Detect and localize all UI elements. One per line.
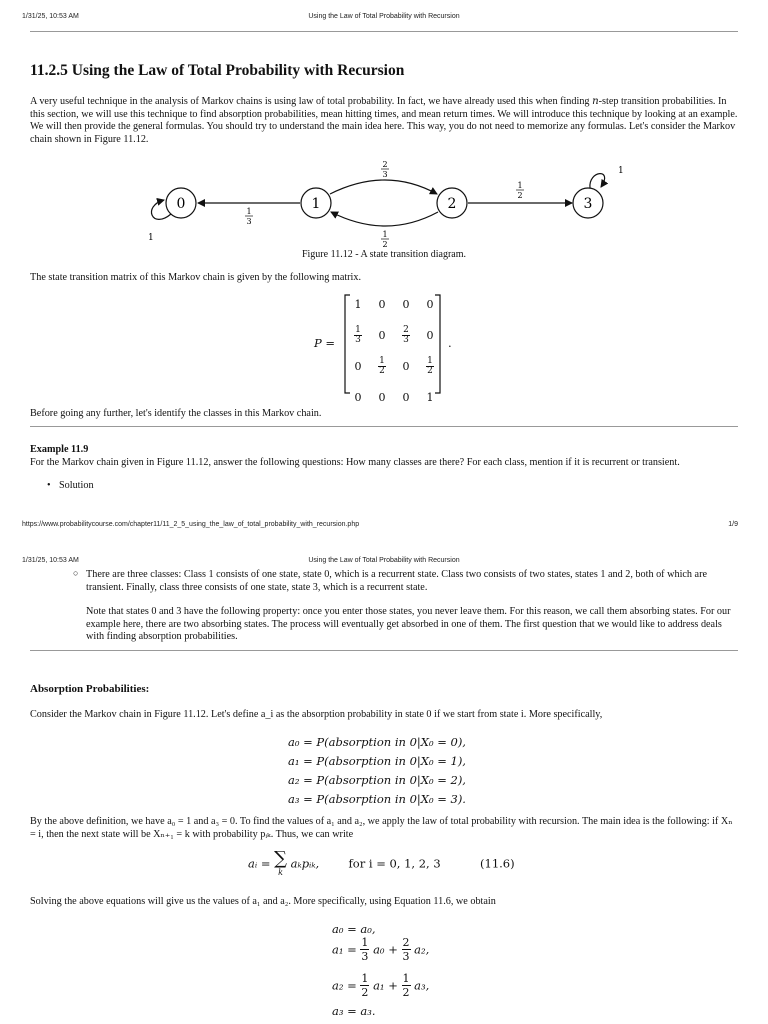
eq-number: (11.6) bbox=[480, 856, 515, 871]
solve-paragraph: Solving the above equations will give us the values of a₁ and a₂. More specifically, using Equation 11.6, we obtain bbox=[30, 896, 496, 907]
state-2-node bbox=[437, 188, 467, 218]
a1-frac-2 bbox=[402, 936, 411, 963]
frac-num: 1 bbox=[361, 972, 369, 985]
solution-paragraph-2: Note that states 0 and 3 have the following property: once you enter those states, you never leave them. For this reason, we call them absorbing states. For our example here, there are two absorbing states. The process will eventually get absorbed in one of them. The first question that we would like to address deals with finding absorption probabilities. bbox=[86, 606, 731, 643]
sys-eq-a3: a₃ = a₃. bbox=[332, 1004, 376, 1018]
matrix-period: . bbox=[448, 336, 452, 350]
def-a2: a₂ = P(absorption in 0|X₀ = 2), bbox=[288, 773, 466, 787]
matrix-cell: 1 bbox=[354, 298, 362, 311]
state-3-node bbox=[573, 188, 603, 218]
matrix-cell: 0 bbox=[402, 391, 410, 404]
matrix-cell: 0 bbox=[354, 360, 362, 373]
matrix-cell: 0 bbox=[426, 329, 434, 342]
header-title: Using the Law of Total Probability with Recursion bbox=[308, 557, 460, 564]
label-2-to-1-num: 1 bbox=[382, 230, 388, 239]
matrix-cell: 0 bbox=[378, 329, 386, 342]
footer-page-number: 1/9 bbox=[728, 521, 738, 528]
figure-caption: Figure 11.12 - A state transition diagram. bbox=[301, 249, 467, 260]
transition-matrix bbox=[346, 289, 442, 413]
matrix-cell bbox=[394, 320, 418, 351]
a2-frac-1 bbox=[360, 972, 369, 999]
footer-url: https://www.probabilitycourse.com/chapter11/11_2_5_using_the_law_of_total_probability_with_recursion.php bbox=[22, 521, 360, 528]
solution-toggle[interactable]: Solution bbox=[59, 480, 94, 491]
matrix-cell: 0 bbox=[402, 360, 410, 373]
a2-lhs: a₂ = bbox=[332, 978, 361, 993]
intro-var-n: n bbox=[592, 96, 599, 107]
example-text: For the Markov chain given in Figure 11.12, answer the following questions: How many classes are there? For each class, mention if it is recurrent or transient. bbox=[30, 457, 680, 468]
page-title: 11.2.5 Using the Law of Total Probability with Recursion bbox=[30, 62, 405, 79]
label-1-to-0-den: 3 bbox=[246, 217, 252, 226]
matrix-cell: 0 bbox=[378, 298, 386, 311]
sum-index: k bbox=[278, 868, 283, 877]
section-rule bbox=[30, 650, 738, 651]
a1-frac-1 bbox=[360, 936, 369, 963]
edge-1-to-2 bbox=[330, 180, 437, 194]
frac-1-2: $\frac{1}{2}$ bbox=[427, 356, 433, 376]
matrix-cell: 0 bbox=[426, 298, 434, 311]
state-transition-diagram bbox=[140, 158, 640, 250]
absorption-intro: Consider the Markov chain in Figure 11.12. Let's define a_i as the absorption probability in state 0 if we start from state i. More specifically, bbox=[30, 709, 603, 720]
def-a3: a₃ = P(absorption in 0|X₀ = 3). bbox=[288, 792, 466, 806]
a1-lhs: a₁ = bbox=[332, 942, 361, 957]
a1-term-1: a₀ + bbox=[373, 942, 402, 957]
label-2-to-1-den: 2 bbox=[382, 240, 388, 249]
a1-term-2: a₂, bbox=[414, 942, 430, 957]
classes-intro: Before going any further, let's identify the classes in this Markov chain. bbox=[30, 408, 322, 419]
matrix-row bbox=[346, 351, 442, 382]
solution-bullet: • bbox=[47, 480, 51, 491]
matrix-cell: 0 bbox=[378, 391, 386, 404]
matrix-label: P = bbox=[314, 336, 336, 350]
state-0-label: 0 bbox=[176, 196, 186, 212]
intro-paragraph bbox=[30, 96, 738, 146]
frac-den: 3 bbox=[402, 950, 410, 963]
matrix-cell bbox=[370, 351, 394, 382]
eq-rhs: aₖpᵢₖ, bbox=[290, 856, 320, 871]
matrix-cell bbox=[346, 320, 370, 351]
state-2-label: 2 bbox=[447, 196, 457, 212]
state-1-node bbox=[301, 188, 331, 218]
absorption-heading: Absorption Probabilities: bbox=[30, 683, 150, 695]
frac-num: 1 bbox=[402, 972, 410, 985]
equation-11-6 bbox=[248, 850, 515, 886]
header-title: Using the Law of Total Probability with Recursion bbox=[308, 13, 460, 20]
label-2-to-3-den: 2 bbox=[517, 191, 523, 200]
frac-den: 2 bbox=[402, 986, 410, 999]
intro-text-a: A very useful technique in the analysis of Markov chains is using law of total probability. In fact, we have already used this when finding bbox=[30, 96, 593, 107]
eq-condition: for i = 0, 1, 2, 3 bbox=[348, 856, 441, 871]
section-rule bbox=[30, 426, 738, 427]
edge-2-to-1 bbox=[331, 212, 438, 226]
frac-den: 2 bbox=[361, 986, 369, 999]
def-a1: a₁ = P(absorption in 0|X₀ = 1), bbox=[288, 754, 466, 768]
matrix-cell: 0 bbox=[354, 391, 362, 404]
a2-frac-2 bbox=[402, 972, 411, 999]
header-rule bbox=[30, 31, 738, 32]
self-loop-3 bbox=[590, 174, 605, 188]
solution-paragraph-1: There are three classes: Class 1 consists of one state, state 0, which is a recurrent state. Class two consists of two states, states 1 and 2, both of which are transient. Finally, class three consists of one state, state 3, which is a recurrent state. bbox=[86, 569, 707, 593]
sys-eq-a0: a₀ = a₀, bbox=[332, 922, 376, 936]
label-2-to-3-num: 1 bbox=[517, 181, 523, 190]
sub-bullet: ○ bbox=[73, 568, 79, 578]
header-date: 1/31/25, 10:53 AM bbox=[22, 557, 79, 564]
loop-0-label: 1 bbox=[148, 233, 154, 243]
absorption-definitions bbox=[288, 733, 466, 809]
sys-eq-a1 bbox=[332, 936, 429, 970]
def-a0: a₀ = P(absorption in 0|X₀ = 0), bbox=[288, 735, 466, 749]
frac-1-3: $\frac{1}{3}$ bbox=[355, 325, 361, 345]
label-1-to-2-den: 3 bbox=[382, 170, 388, 179]
loop-3-label: 1 bbox=[618, 166, 624, 176]
frac-den: 3 bbox=[361, 950, 369, 963]
matrix-row bbox=[346, 320, 442, 351]
matrix-cell: 0 bbox=[402, 298, 410, 311]
frac-2-3: $\frac{2}{3}$ bbox=[403, 325, 409, 345]
matrix-right-bracket bbox=[434, 294, 442, 394]
eq-lhs: aᵢ = bbox=[248, 856, 275, 871]
frac-num: 2 bbox=[402, 936, 410, 949]
header-date: 1/31/25, 10:53 AM bbox=[22, 13, 79, 20]
frac-num: 1 bbox=[361, 936, 369, 949]
frac-1-2: $\frac{1}{2}$ bbox=[379, 356, 385, 376]
example-title: Example 11.9 bbox=[30, 444, 89, 455]
intro-text-b: -step transition probabilities. In this section, we will use this technique to find absorption probabilities, mean hitting times, and mean return times. We will introduce this technique by looking at an example. We will then provide the general formulas. You should try to understand the main idea here. This way, you do not need to memorize any formulas. Let's consider the Markov chain shown in Figure 11.12. bbox=[30, 96, 738, 145]
sum-symbol: ∑ bbox=[274, 848, 287, 869]
state-3-label: 3 bbox=[583, 196, 593, 212]
recursion-paragraph: By the above definition, we have a₀ = 1 and a₃ = 0. To find the values of a₁ and a₂, we apply the law of total probability with recursion. The main idea is the following: if Xₙ = i, then the next state will be Xₙ₊₁ = k with probability pᵢₖ. Thus, we can write bbox=[30, 816, 733, 840]
sys-eq-a2 bbox=[332, 972, 429, 1004]
label-1-to-2-num: 2 bbox=[382, 160, 388, 169]
state-0-node bbox=[166, 188, 196, 218]
matrix-cell: 1 bbox=[426, 391, 434, 404]
matrix-row bbox=[346, 289, 442, 320]
a2-term-1: a₁ + bbox=[373, 978, 402, 993]
label-1-to-0-num: 1 bbox=[246, 207, 252, 216]
a2-term-2: a₃, bbox=[414, 978, 430, 993]
state-1-label: 1 bbox=[311, 196, 321, 212]
matrix-intro: The state transition matrix of this Markov chain is given by the following matrix. bbox=[30, 272, 362, 283]
